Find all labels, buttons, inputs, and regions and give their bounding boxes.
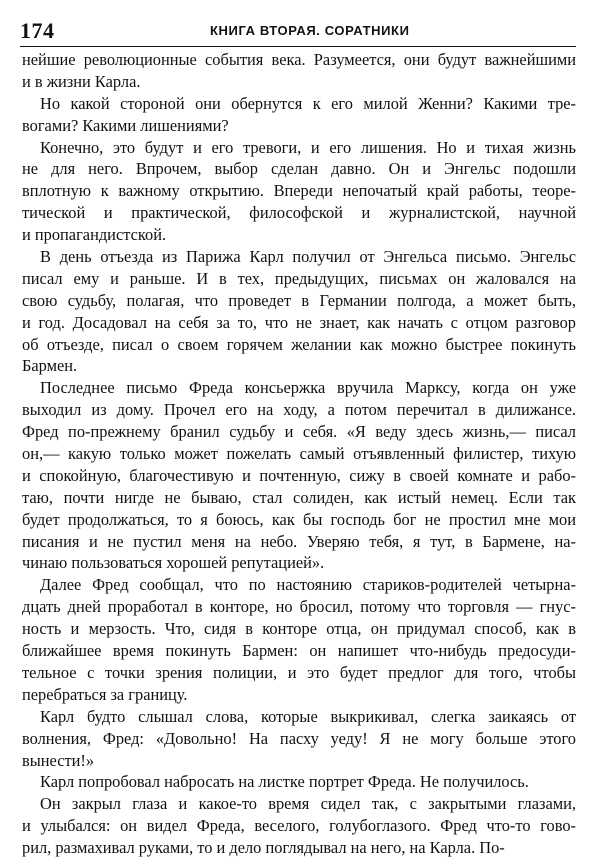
text-line: он,— какую только может пожелать самый отъявленный филистер, тихую <box>22 444 576 464</box>
text-line: Далее Фред сообщал, что по настоянию стариков-родителей четырна- <box>40 575 576 595</box>
body-text <box>22 49 576 859</box>
paragraph <box>22 574 576 705</box>
paragraph <box>22 377 576 574</box>
text-line: и пропагандистской. <box>22 225 167 245</box>
text-line: вынести!» <box>22 750 95 770</box>
paragraph <box>22 246 576 377</box>
text-line: и в жизни Карла. <box>22 71 141 91</box>
text-line: тельное с точки зрения полиции, и это будет предлог для того, чтобы <box>22 662 576 682</box>
text-line: тической и практической, философской и журналистской, научной <box>22 203 576 223</box>
paragraph <box>22 793 576 859</box>
text-line: свою судьбу, полагая, что проведет в Германии полгода, а может быть, <box>22 290 576 310</box>
text-line: Последнее письмо Фреда консьержка вручила Марксу, когда он уже <box>40 378 576 398</box>
text-line: волнения, Фред: «Довольно! На пасху уеду! Я не могу больше этого <box>22 728 576 748</box>
running-head: КНИГА ВТОРАЯ. СОРАТНИКИ <box>210 23 410 38</box>
text-line: Конечно, это будут и его тревоги, и его лишения. Но и тихая жизнь <box>40 137 576 157</box>
paragraph <box>22 706 576 772</box>
text-line: ближайшее время покинуть Бармен: он напишет что-нибудь предосуди- <box>22 641 576 661</box>
text-line: рил, размахивал руками, то и дело поглядывал на него, на Карла. По- <box>22 838 505 858</box>
page-number: 174 <box>20 18 55 43</box>
text-line: выходил из дому. Прочел его на ходу, а потом перечитал в дилижансе. <box>22 400 576 420</box>
text-line: Фред по-прежнему бранил судьбу и себя. «Я веду здесь жизнь,— писал <box>22 422 576 442</box>
paragraph <box>22 771 576 793</box>
text-line: Но какой стороной они обернутся к его милой Женни? Какими тре- <box>40 93 576 113</box>
text-line: ность и мерзость. Что, сидя в конторе отца, он придумал способ, как в <box>22 619 576 639</box>
text-line: не для него. Впрочем, выбор сделан давно. Он и Энгельс подошли <box>22 159 576 179</box>
text-line: и год. Досадовал на себя за то, что не знает, как начать с отцом разговор <box>22 312 576 332</box>
text-line: и улыбался: он видел Фреда, веселого, голубоглазого. Фред что-то гово- <box>22 816 576 836</box>
text-line: вогами? Какими лишениями? <box>22 115 229 135</box>
text-line: перебраться за границу. <box>22 684 188 704</box>
text-line: писания и не пустил меня на небо. Уверяю тебя, я тут, в Бармене, на- <box>22 531 576 551</box>
paragraph <box>22 93 576 137</box>
text-line: Он закрыл глаза и какое-то время сидел так, с закрытыми глазами, <box>40 794 576 814</box>
text-line: писал ему и раньше. И в тех, предыдущих, письмах он жаловался на <box>22 268 576 288</box>
text-line: Карл попробовал набросать на листке портрет Фреда. Не получилось. <box>40 772 529 792</box>
text-line: дцать дней проработал в конторе, но бросил, потому что торговля — гнус- <box>22 597 576 617</box>
page-header <box>20 18 576 44</box>
text-line: вплотную к важному открытию. Впереди непочатый край работы, теоре- <box>22 181 576 201</box>
text-line: чинаю пользоваться хорошей репутацией». <box>22 553 325 573</box>
header-rule <box>20 46 576 47</box>
paragraph <box>22 49 576 93</box>
text-line: Бармен. <box>22 356 78 376</box>
text-line: и спокойную, благочестивую и почтенную, сижу в своей комнате и рабо- <box>22 465 576 485</box>
text-line: будет продолжаться, то я боюсь, как бы господь бог не простил мне мои <box>22 509 576 529</box>
text-line: таю, почти нигде не бываю, стал солиден, как истый немец. Если так <box>22 487 576 507</box>
paragraph <box>22 137 576 246</box>
text-line: нейшие революционные события века. Разумеется, они будут важнейшими <box>22 50 576 69</box>
text-line: В день отъезда из Парижа Карл получил от Энгельса письмо. Энгельс <box>40 247 576 267</box>
text-line: об отъезде, писал о своем горячем желании как можно быстрее покинуть <box>22 334 576 354</box>
text-line: Карл будто слышал слова, которые выкрикивал, слегка заикаясь от <box>40 706 576 726</box>
